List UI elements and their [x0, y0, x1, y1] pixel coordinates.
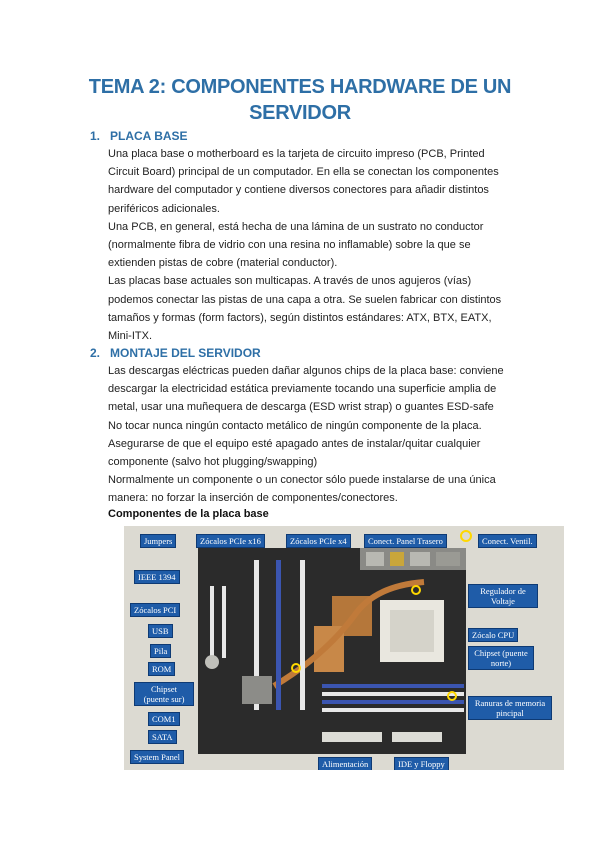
- paragraph-line: Circuit Board) principal de un computador. En ella se conectan los componentes: [108, 166, 499, 179]
- label-com1: COM1: [148, 712, 180, 726]
- section-number: 1.: [90, 129, 101, 143]
- label-voltage-regulator: Regulador de Voltaje: [468, 584, 538, 608]
- label-ram-slots: Ranuras de memoria pincipal: [468, 696, 552, 720]
- section-body-placa-base: [108, 145, 528, 345]
- label-southbridge: Chipset (puente sur): [134, 682, 194, 706]
- paragraph-line: Normalmente un componente o un conector sólo puede instalarse de una única: [108, 474, 496, 487]
- paragraph-line: hardware del computador y contiene diversos conectores para añadir distintos: [108, 184, 489, 197]
- label-system-panel: System Panel: [130, 750, 184, 764]
- paragraph-line: Mini-ITX.: [108, 330, 152, 343]
- label-power: Alimentación: [318, 757, 372, 770]
- paragraph-line: No tocar nunca ningún contacto metálico de ningún componente de la placa.: [108, 419, 482, 432]
- figure-caption: Componentes de la placa base: [108, 508, 269, 520]
- paragraph-line: Una placa base o motherboard es la tarjeta de circuito impreso (PCB, Printed: [108, 148, 485, 160]
- label-rom: ROM: [148, 662, 175, 676]
- paragraph-line: Las placas base actuales son multicapas. A través de unos agujeros (vías): [108, 275, 472, 288]
- section-heading-placa-base: [90, 129, 188, 143]
- label-cpu-socket: Zócalo CPU: [468, 628, 518, 642]
- document-title-line-2: SERVIDOR: [249, 102, 351, 124]
- label-ieee1394: IEEE 1394: [134, 570, 180, 584]
- paragraph-line: tamaños y formas (form factors), según distintos estándares: ATX, BTX, EATX,: [108, 311, 492, 324]
- section-title: MONTAJE DEL SERVIDOR: [110, 346, 261, 360]
- motherboard-figure: [124, 526, 564, 770]
- paragraph-line: descargar la electricidad estática previamente tocando una superficie amplia de: [108, 383, 497, 396]
- paragraph-line: manera: no forzar la inserción de componentes/conectores.: [108, 492, 398, 505]
- label-pcie-x16: Zócalos PCIe x16: [196, 534, 265, 548]
- paragraph-line: componente (salvo hot plugging/swapping): [108, 456, 318, 469]
- section-body-montaje: [108, 362, 528, 508]
- section-title: PLACA BASE: [110, 129, 188, 143]
- label-battery: Pila: [150, 644, 171, 658]
- paragraph-line: extienden pistas de cobre (material conductor).: [108, 257, 338, 270]
- section-number: 2.: [90, 346, 101, 360]
- label-pcie-x4: Zócalos PCIe x4: [286, 534, 351, 548]
- label-jumpers: Jumpers: [140, 534, 176, 548]
- label-usb: USB: [148, 624, 173, 638]
- section-heading-montaje: [90, 346, 261, 360]
- paragraph-line: metal, usar una muñequera de descarga (ESD wrist strap) o guantes ESD-safe: [108, 401, 494, 414]
- label-ide-floppy: IDE y Floppy: [394, 757, 449, 770]
- paragraph-line: podemos conectar las pistas de una capa a otra. Se suelen fabricar con distintos: [108, 293, 502, 306]
- paragraph-line: Una PCB, en general, está hecha de una lámina de un sustrato no conductor: [108, 220, 484, 233]
- paragraph-line: periféricos adicionales.: [108, 202, 220, 215]
- label-pci-slots: Zócalos PCI: [130, 603, 180, 617]
- paragraph-line: Las descargas eléctricas pueden dañar algunos chips de la placa base: conviene: [108, 365, 504, 377]
- paragraph-line: (normalmente fibra de vidrio con una resina no inflamable) sobre la que se: [108, 239, 471, 252]
- paragraph-line: Asegurarse de que el equipo esté apagado antes de instalar/quitar cualquier: [108, 437, 481, 450]
- document-title-line-1: TEMA 2: COMPONENTES HARDWARE DE UN: [88, 76, 512, 98]
- label-fan-connector: Conect. Ventil.: [478, 534, 537, 548]
- label-northbridge: Chipset (puente norte): [468, 646, 534, 670]
- label-rear-panel: Conect. Panel Trasero: [364, 534, 447, 548]
- label-sata: SATA: [148, 730, 177, 744]
